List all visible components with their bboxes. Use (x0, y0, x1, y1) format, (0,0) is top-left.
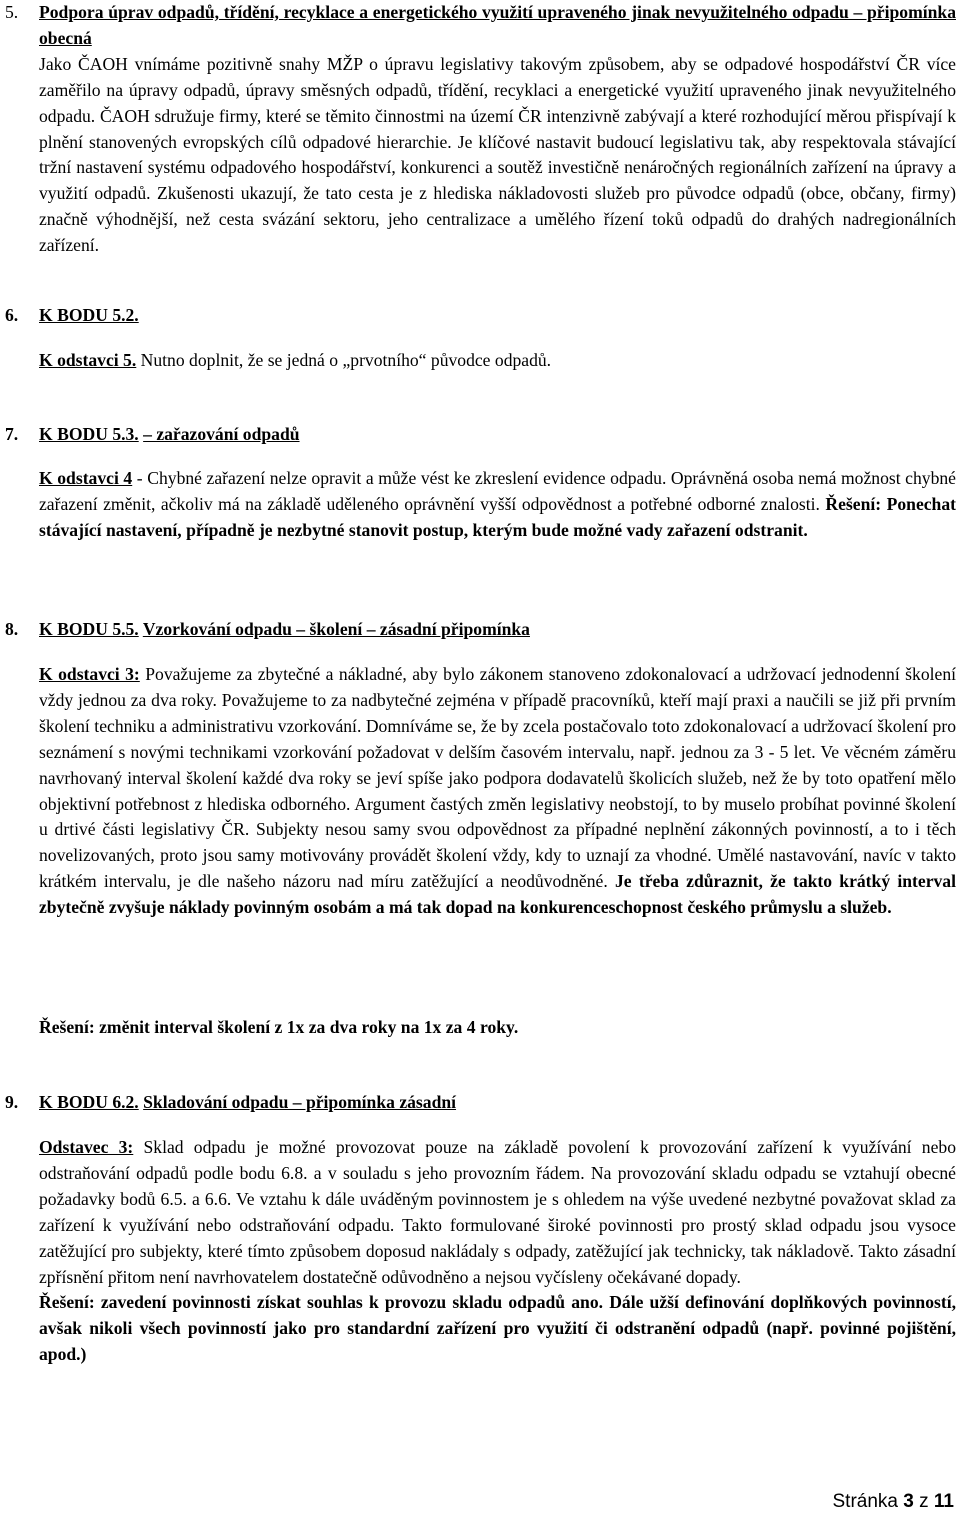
section-8 (0, 617, 960, 643)
section-8-sub-label: K odstavci 3: (39, 664, 140, 684)
section-6-sub-label: K odstavci 5. (39, 350, 137, 370)
section-9-heading-label: K BODU 6.2. (39, 1092, 139, 1112)
section-8-solution: Řešení: změnit interval školení z 1x za dva roky na 1x za 4 roky. (39, 1017, 519, 1037)
section-6-paragraph (39, 348, 956, 374)
section-7 (0, 422, 960, 448)
section-9-heading-rest: Skladování odpadu – připomínka zásadní (143, 1092, 457, 1112)
section-9 (0, 1090, 960, 1116)
section-5-paragraph: Jako ČAOH vnímáme pozitivně snahy MŽP o úpravu legislativy takovým způsobem, aby se odpadové hospodářství ČR více zaměřilo na úpravy odpadů, úpravy směsných odpadů, třídění, recyklaci a energetické využití upraveného jinak nevyužitelného odpadu. ČAOH sdružuje firmy, které se těmito činnostmi na území ČR intenzivně zabývají a které rozhodující měrou přispívají k plnění stanovených evropských cílů odpadové hierarchie. Je klíčové nastavit budoucí legislativu tak, aby respektovala stávající tržní nastavení systému odpadového hospodářství, konkurenci a soutěž investičně nenáročných regionálních zařízení na úpravy a využití odpadů. Zkušenosti ukazují, že tato cesta je z hlediska nákladovosti služeb pro původce odpadů (obce, občany, firmy) značně výhodnější, než cesta svázání sektoru, jeho centralizace a umělého řízení toků odpadů do drahých nadregionálních zařízení. (39, 53, 956, 256)
section-8-solution-block (0, 1015, 960, 1041)
section-7-heading-rest: – zařazování odpadů (143, 424, 300, 444)
footer-page-number: 3 (903, 1491, 914, 1512)
section-5-title: Podpora úprav odpadů, třídění, recyklace a energetického využití upraveného jinak nevyužitelného odpadu – připomínka obecná (39, 2, 956, 48)
section-8-sub-text: Považujeme za zbytečné a nákladné, aby bylo zákonem stanoveno zdokonalovací a udržovací jednodenní školení vždy jednou za dva roky. Považujeme to za nadbytečné zejména v případě pracovníků, kteří mají praxi a naučili se již při prvním školení techniku a administrativu vzorkování. Domníváme se, že by zcela postačovalo toto zdokonalovací a udržovací školení pro seznámení s novými technikami vzorkování požadovat v delším časovém intervalu, např. jednou za 3 - 5 let. Ve věcném záměru navrhovaný interval školení každé dva roky se jeví spíše jako podpora dodavatelů školicích služeb, než že by toto opatření mělo objektivní potřebnost z hlediska odborného. Argument častých změn legislativy neobstojí, to by muselo probíhat povinné školení u drtivé části legislativy ČR. Subjekty nesou samy svou odpovědnost za případné neplnění zákonných povinností, a to i těch novelizovaných, proto jsou samy motivovány provádět školení vždy, kdy to uznají za vhodné. Umělé nastavování, navíc v takto krátkém intervalu, je dle našeho názoru nad míru zatěžující a neodůvodněné. (39, 664, 957, 892)
section-9-paragraph (39, 1135, 956, 1290)
section-6-subsection (0, 348, 960, 374)
section-8-heading-rest: Vzorkování odpadu – školení – zásadní připomínka (142, 619, 530, 639)
section-9-sub-text: Sklad odpadu je možné provozovat pouze na základě povolení k provozování zařízení k využívání nebo odstraňování odpadů podle bodu 6.8. a v souladu s jeho provozním řádem. Na provozování skladu odpadu se vztahují obecné požadavky bodů 6.5. a 6.6. Ve vztahu k dále uváděným povinnostem je s ohledem na výše uvedené nezbytné považovat sklad za zařízení k využívání nebo odstraňování odpadu. Takto formulované široké povinnosti pro prostý sklad odpadu jsou vysoce zatěžující pro subjekty, které tímto způsobem doposud nakládaly s odpady, zatěžující jak technicky, tak nákladově. Takto zásadní zpřísnění přitom není navrhovatelem dostatečně odůvodněno a nejsou vyčísleny očekávané dopady. (39, 1137, 956, 1287)
section-6-sub-text: Nutno doplnit, že se jedná o „prvotního“ původce odpadů. (136, 350, 552, 370)
section-9-solution: Řešení: zavedení povinnosti získat souhlas k provozu skladu odpadů ano. Dále užší definování doplňkových povinností, avšak nikoli všech povinností jako pro standardní zařízení pro využití či odstranění odpadů (např. povinné pojištění, apod.) (39, 1292, 956, 1365)
section-8-heading-label: K BODU 5.5. (39, 619, 139, 639)
section-8-paragraph (39, 662, 956, 921)
section-6-heading-label: K BODU 5.2. (39, 305, 139, 325)
section-7-number: 7. (5, 424, 19, 444)
section-9-heading (39, 1090, 960, 1116)
section-7-subsection (0, 466, 960, 544)
section-6-heading (39, 303, 960, 329)
section-9-number: 9. (5, 1092, 19, 1112)
section-8-heading (39, 617, 960, 643)
section-7-paragraph (39, 466, 956, 544)
section-5 (0, 0, 960, 259)
section-7-sub-text: - Chybné zařazení nelze opravit a může vést ke zkreslení evidence odpadu. Oprávněná osoba nemá možnost chybné zařazení změnit, ačkoliv má na základě uděleného oprávnění vyšší odpovědnost a potřebné odborné znalosti. (39, 468, 956, 514)
section-8-subsection (0, 662, 960, 921)
footer-total-pages: 11 (933, 1491, 954, 1512)
section-7-heading (39, 422, 960, 448)
section-9-subsection (0, 1135, 960, 1368)
section-6 (0, 303, 960, 329)
section-6-number: 6. (5, 305, 19, 325)
section-5-number: 5. (5, 2, 19, 22)
section-8-bold-text: Je třeba zdůraznit, že takto krátký interval zbytečně zvyšuje náklady povinným osobám a má tak dopad na konkurenceschopnost českého průmyslu a služeb. (39, 871, 956, 918)
section-7-solution: Řešení: Ponechat stávající nastavení, případně je nezbytné stanovit postup, kterým bude možné vady zařazení odstranit. (39, 493, 956, 540)
page-footer (833, 1491, 955, 1513)
section-8-number: 8. (5, 619, 19, 639)
section-7-heading-label: K BODU 5.3. (39, 424, 139, 444)
section-9-sub-label: Odstavec 3: (39, 1137, 134, 1157)
footer-label: Stránka (832, 1491, 898, 1512)
section-7-sub-label: K odstavci 4 (39, 468, 133, 488)
footer-of: z (919, 1491, 929, 1512)
